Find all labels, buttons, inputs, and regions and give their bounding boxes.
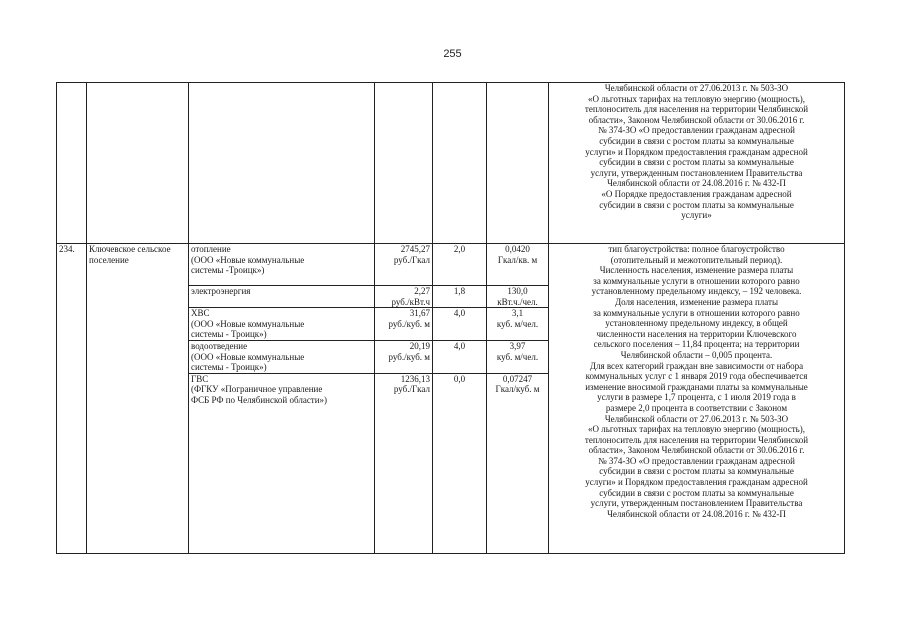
text-line: услуги, утвержденным постановлением Правительства xyxy=(590,167,803,178)
table-row xyxy=(57,244,845,286)
text-line: Численность населения, изменение размера платы xyxy=(599,265,794,276)
tariff-value: 2,27 руб./кВт.ч xyxy=(375,286,433,308)
text-line: Для всех категорий граждан вне зависимости от набора xyxy=(589,360,804,371)
regulation-table xyxy=(56,82,845,554)
index-value: 0,0 xyxy=(433,373,487,553)
text-line: услуги» и Порядком предоставления гражданам адресной xyxy=(585,477,808,488)
text-line: Челябинской области от 24.08.2016 г. № 432-П xyxy=(607,508,786,519)
continuation-row xyxy=(57,83,845,244)
text-line: услуги в размере 1,7 процента, с 1 июля 2019 года в xyxy=(597,392,796,403)
text-line: субсидии в связи с ростом платы за коммунальные xyxy=(599,157,794,168)
tariff-value: 1236,13 руб./Гкал xyxy=(375,373,433,553)
cell-settlement-prev xyxy=(87,83,189,244)
continuation-description xyxy=(549,83,845,244)
norm-value: 3,1 куб. м/чел. xyxy=(487,308,549,341)
text-line: за коммунальные услуги в отношении которого равно xyxy=(593,275,800,286)
cell-index-prev xyxy=(433,83,487,244)
text-line: тип благоустройства: полное благоустройство xyxy=(608,244,785,254)
cell-utility-prev xyxy=(189,83,375,244)
utility-name: ХВС (ООО «Новые коммунальные системы - Троицк») xyxy=(189,308,375,341)
text-line: размере 2,0 процента в соответствии с Законом xyxy=(605,402,788,413)
row-number: 234. xyxy=(57,244,87,554)
text-line: численности населения на территории Ключевского xyxy=(596,328,797,339)
text-line: услуги, утвержденным постановлением Правительства xyxy=(590,498,803,509)
norm-value: 3,97 куб. м/чел. xyxy=(487,340,549,373)
text-line: сельского поселения – 11,84 процента; на территории xyxy=(593,339,800,350)
cell-number-prev xyxy=(57,83,87,244)
index-value: 2,0 xyxy=(433,244,487,286)
text-line: Челябинской области от 24.08.2016 г. № 432-П xyxy=(607,178,786,189)
text-line: установленному предельному индексу, – 192 человека. xyxy=(591,286,802,297)
tariff-value: 31,67 руб./куб. м xyxy=(375,308,433,341)
page-number: 255 xyxy=(443,48,462,60)
text-line: субсидии в связи с ростом платы за коммунальные xyxy=(599,487,794,498)
text-line: области», Законом Челябинской области от 30.06.2016 г. xyxy=(588,445,805,456)
text-line: Доля населения, изменение размера платы xyxy=(614,296,779,307)
text-line: Челябинской области от 27.06.2013 г. № 503-ЗО xyxy=(604,413,789,424)
text-line: за коммунальные услуги в отношении которого равно xyxy=(593,307,800,318)
text-line: изменение вносимой гражданами платы за коммунальные xyxy=(585,381,808,392)
cell-norm-prev xyxy=(487,83,549,244)
text-line: услуги» xyxy=(681,210,712,221)
text-line: «О льготных тарифах на тепловую энергию (мощность), xyxy=(588,93,805,104)
text-line: (отопительный и межотопительный период). xyxy=(610,254,783,265)
text-line: теплоноситель для населения на территории Челябинской xyxy=(584,434,809,445)
row-description xyxy=(549,244,845,554)
tariff-value: 2745,27 руб./Гкал xyxy=(375,244,433,286)
norm-value: 0,07247 Гкал/куб. м xyxy=(487,373,549,553)
text-line: № 374-ЗО «О предоставлении гражданам адресной xyxy=(598,125,795,136)
utility-name: отопление (ООО «Новые коммунальные системы -Троицк») xyxy=(189,244,375,286)
text-line: Челябинской области – 0,005 процента. xyxy=(620,349,773,360)
utility-name: водоотведение (ООО «Новые коммунальные системы - Троицк») xyxy=(189,340,375,373)
text-line: субсидии в связи с ростом платы за коммунальные xyxy=(599,466,794,477)
index-value: 4,0 xyxy=(433,308,487,341)
text-line: № 374-ЗО «О предоставлении гражданам адресной xyxy=(598,455,795,466)
index-value: 4,0 xyxy=(433,340,487,373)
text-line: Челябинской области от 27.06.2013 г. № 503-ЗО xyxy=(604,83,789,93)
cell-tariff-prev xyxy=(375,83,433,244)
text-line: «О льготных тарифах на тепловую энергию (мощность), xyxy=(588,424,805,435)
text-line: субсидии в связи с ростом платы за коммунальные xyxy=(599,135,794,146)
text-line: субсидии в связи с ростом платы за коммунальные xyxy=(599,199,794,210)
settlement-name: Ключевское сельское поселение xyxy=(87,244,189,554)
norm-value: 130,0 кВт.ч./чел. xyxy=(487,286,549,308)
utility-name: ГВС (ФГКУ «Пограничное управление ФСБ РФ по Челябинской области») xyxy=(189,373,375,553)
text-line: коммунальных услуг с 1 января 2019 года обеспечивается xyxy=(585,371,808,382)
text-line: теплоноситель для населения на территории Челябинской xyxy=(584,104,809,115)
text-line: услуги» и Порядком предоставления гражданам адресной xyxy=(585,146,808,157)
norm-value: 0,0420 Гкал/кв. м xyxy=(487,244,549,286)
utility-name: электроэнергия xyxy=(189,286,375,308)
text-line: установленному предельному индексу, в общей xyxy=(605,318,788,329)
index-value: 1,8 xyxy=(433,286,487,308)
tariff-value: 20,19 руб./куб. м xyxy=(375,340,433,373)
text-line: «О Порядке предоставления гражданам адресной xyxy=(601,188,792,199)
text-line: области», Законом Челябинской области от 30.06.2016 г. xyxy=(588,114,805,125)
